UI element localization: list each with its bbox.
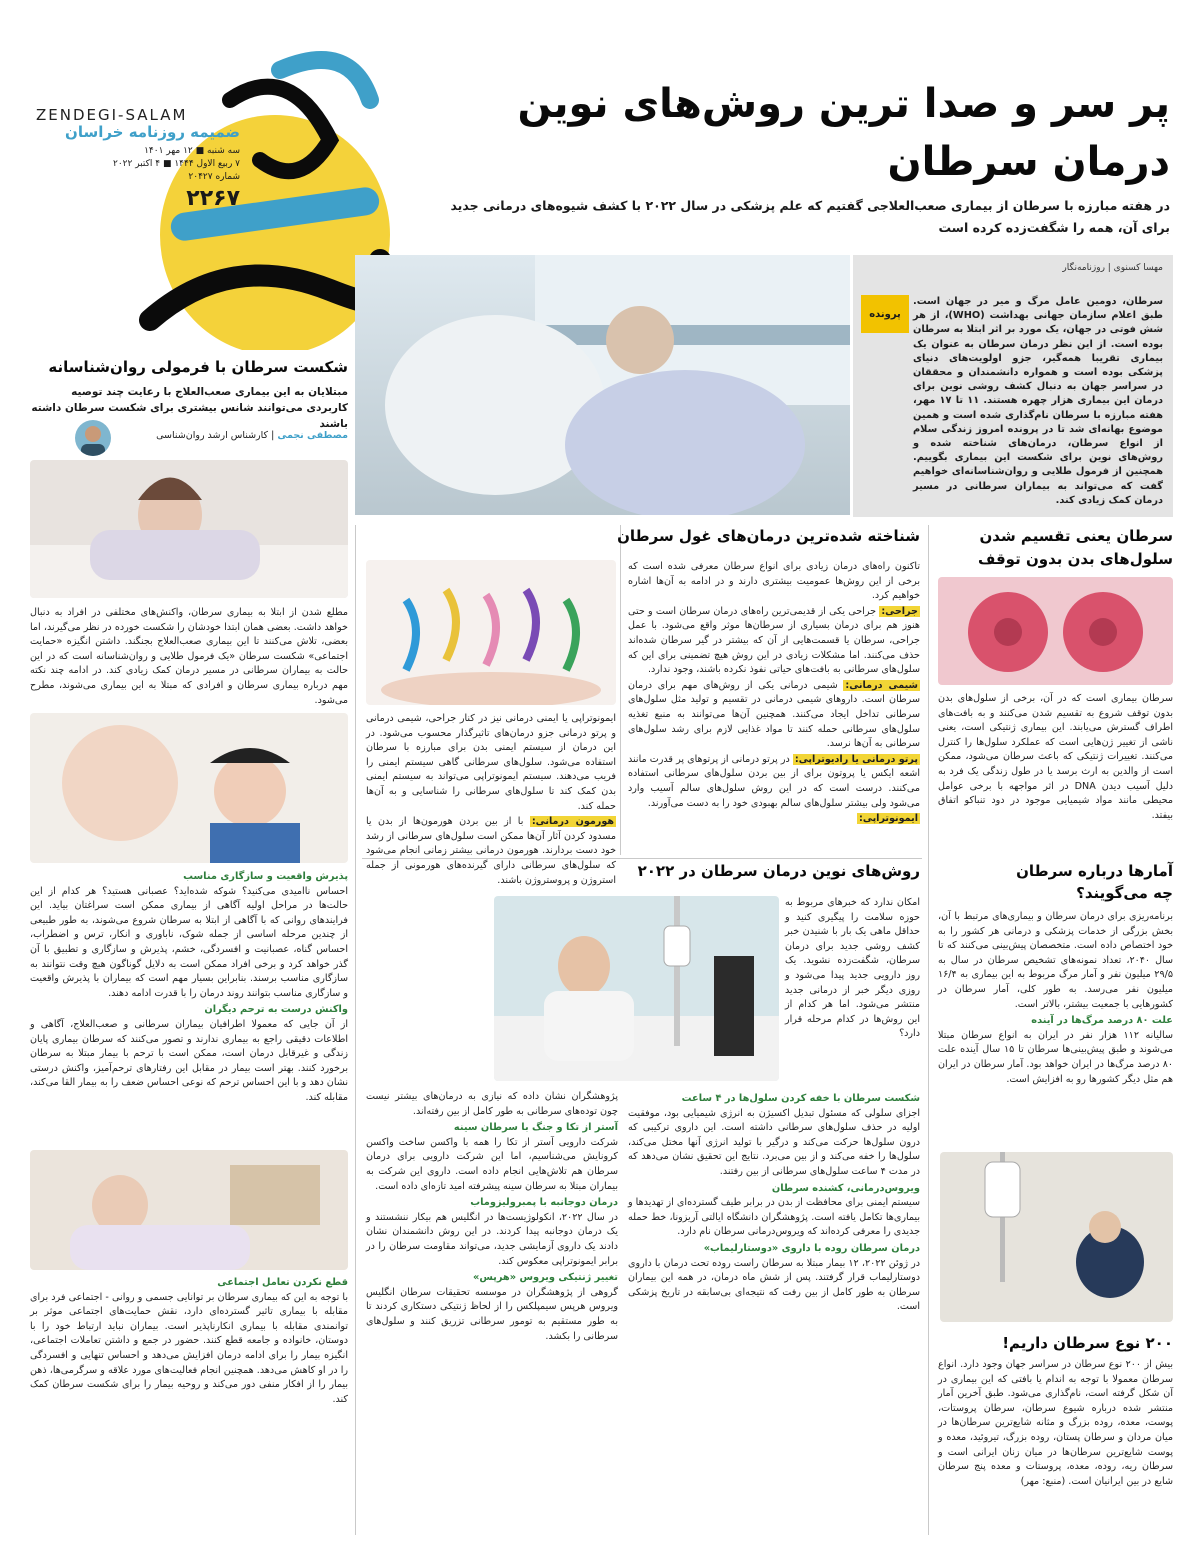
issue-number: ۲۲۶۷ bbox=[186, 186, 240, 211]
brand-latin: ZENDEGI-SALAM bbox=[36, 106, 188, 124]
right-p3: سالیانه ۱۱۲ هزار نفر در ایران به انواع سرطان مبتلا می‌شوند و طبق پیش‌بینی‌ها سرطان تا ۱۵ سال آینده علت ۸۰ درصد مرگ‌ها در ایران خواهد بود. آمار سرطان در ایران هم مثل دیگر کشورها رو به افزایش است. bbox=[938, 1029, 1174, 1085]
photo-chemo-ward bbox=[494, 896, 779, 1081]
new-methods-h5: درمان دوجانبه با پمبرولیزوماب bbox=[470, 1197, 618, 1209]
intro-tag: پرونده bbox=[861, 295, 909, 333]
left-col-h2: واکنش درست به ترحم دیگران bbox=[204, 1004, 348, 1016]
mid-p-chemo: شیمی درمانی یکی از روش‌های مهم برای درمان سرطان است. داروهای شیمی درمانی در تقسیم و تولید مثل سلول‌های سرطانی تداخل ایجاد می‌کنند. همچنین آن‌ها می‌توانند به منبع تغذیه سلول‌های سرطانی حمله کنند تا مواد غذایی لازم برای رشد سلول‌های سرطانی به آن‌ها نرسد. bbox=[628, 679, 920, 750]
mid-term-radio: پرتو درمانی یا رادیوتراپی: bbox=[794, 753, 918, 765]
mid-p-hormone: با از بین بردن هورمون‌ها از بدن یا مسدود کردن آثار آن‌ها ممکن است سلول‌های سرطانی از رشد خود دست بردارند. هورمون درمانی بیشتر زمانی انجام می‌شود که سلول‌های سرطانی دارای گیرنده‌های هورمونی از جمله استروژن و پروستروژن باشند. bbox=[366, 816, 616, 886]
mid-intro: تاکنون راه‌های درمان زیادی برای انواع سرطان معرفی شده است که برخی از این روش‌ها عمومیت بیشتری دارند و در ادامه به آن‌ها اشاره خواهیم کرد. bbox=[628, 561, 920, 602]
left-intro-lead: مبتلایان به این بیماری صعب‌العلاج با رعایت چند توصیه کاربردی می‌توانند شانس بیشتری برای شکست سرطان داشته باشند bbox=[31, 386, 348, 430]
left-col-p3: از آن جایی که معمولا اطرافیان بیماران سرطانی و صعب‌العلاج، آگاهی و اطلاعات دقیقی راجع به بیماری ندارند و تصور می‌کنند که سرطان بیماری پایان زندگی و غیرقابل درمان است، ممکن است با ترحم با بیمار مبتلا به سرطان برخورد کنند. بهتر است بیمار در مقابل این رفتارهای ترحم‌آمیز، واکنش درستی نشان دهد و با این احساس ترحم که نوعی احساس ضعف را به بیمار القا می‌کند، مقابله کند. bbox=[30, 1018, 348, 1103]
headline-lead-2: برای آن، همه را شگفت‌زده کرده است bbox=[938, 220, 1170, 235]
logo-art bbox=[30, 20, 390, 350]
mid-block-surgery bbox=[628, 605, 920, 678]
photo-woman-on-sofa bbox=[30, 1150, 348, 1270]
right-block-2 bbox=[938, 910, 1173, 1088]
hero-photo-patient-window bbox=[355, 255, 850, 515]
new-methods-p1: اجزای سلولی که مسئول تبدیل اکسیژن به انرژی شیمیایی بود، موفقیت اولیه در حذف سلول‌های سرطانی داشته است. این داروی ترکیبی که درون سلول‌ها حرکت می‌کند و درگیر با تولید انرژی آنها مختل می‌کند، سلول‌ها را خفه می‌کند و از بین می‌برد. نتایج این تحقیق نشان می‌دهد که در مدت ۴ ساعت سلول‌های سرطانی از بین رفتند. bbox=[628, 1107, 920, 1177]
photo-iv-drip bbox=[940, 1152, 1173, 1322]
photo-girl-in-bed bbox=[30, 460, 348, 598]
new-methods-p5: شرکت دارویی آستر از تکا را همه با واکسن ساخت واکسن کرونایش می‌شناسیم، اما این شرکت دارویی برای درمان سرطان هم تلاش‌هایی انجام داده است. داروی این شرکت به بیماران مبتلا به سرطان سینه پیشرفته امید تازه‌ای داده است. bbox=[366, 1136, 618, 1192]
headline-line-1: پر سر و صدا ترین روش‌های نوین bbox=[517, 81, 1170, 127]
date-line-1: سه شنبه ■ ۱۲ مهر ۱۴۰۱ bbox=[144, 146, 240, 156]
left-col-p2: احساس ناامیدی می‌کنید؟ شوکه شده‌اید؟ عصبانی هستید؟ هر کدام از این حالت‌ها در مراحل اولیه آگاهی از بیماری ممکن است سراغتان بیاید. این فرایندهای روانی که با آگاهی از ابتلا به سرطان شروع می‌شوند، به طور طبیعی از چندین مرحله اساسی از جمله شوک، ناباوری و انکار، ترس و اضطراب، احساس گناه، عصبانیت و افسردگی، خشم، پذیرش و سازگاری و تطبیق با آن گذر خواهد کرد و برخی افراد ممکن است به دلایل گوناگون هیچ وقت نتوانند به سازگاری مناسب برسند. بنابراین بسیار مهم است که بیماران با پذیرش واقعیت و سازگاری مناسب بتوانند روند درمان را با قدرت ادامه دهند. bbox=[30, 885, 348, 999]
mid-block-radio bbox=[628, 753, 920, 811]
new-methods-left bbox=[366, 1090, 618, 1345]
mid-p-surgery: جراحی یکی از قدیمی‌ترین راه‌های درمان سرطان است و حتی هنوز هم برای درمان بسیاری از سرطان‌ها موثر واقع می‌شود. با عمل جراحی، سرطان یا قسمت‌هایی از آن که بیشتر در گیر سرطان شده‌اند حذف می‌کنند. اما مشکلات زیادی در این روش هیچ تضمینی برای این که سلول‌های سرطانی به بافت‌های حیاتی نفوذ نکرده باشند، وجود ندارد. bbox=[628, 605, 920, 676]
right-p4: بیش از ۲۰۰ نوع سرطان در سراسر جهان وجود دارد. انواع سرطان معمولا با توجه به اندام یا بافتی که این بیماری در آن شکل گرفته است، نام‌گذاری می‌شود. طبق آخرین آمار منتشر شده درباره شیوع سرطان، سرطان پروستات، پوست، معده، روده بزرگ و مثانه شایع‌ترین سرطان‌ها در میان مردان و سرطان پستان، روده بزرگ، تیروئید، معده و پوست شایع‌ترین سرطان‌ها در میان زنان ایرانی است و سرطان ریه، روده، معده، پروستات و معده پنج سرطان شایع در بین ایرانیان است. (منبع: مهر) bbox=[938, 1359, 1173, 1487]
new-methods-h2: ویروس‌درمانی، کشنده سرطان bbox=[771, 1182, 920, 1194]
photo-child-drawing bbox=[30, 713, 348, 863]
new-methods-h1: شکست سرطان با خفه کردن سلول‌ها در ۴ ساعت bbox=[681, 1093, 920, 1104]
new-methods-p7: گروهی از پژوهشگران در موسسه تحقیقات سرطان انگلیس ویروس هرپس سیمپلکس را از لحاظ ژنتیکی دستکاری کردند تا به طور مستقیم به تومور سرطانی تزریق کنند و سلول‌های سرطانی را بکشد. bbox=[366, 1286, 618, 1342]
mid-p-immuno: ایمونوتراپی یا ایمنی درمانی نیز در کنار جراحی، شیمی درمانی و پرتو درمانی جزو درمان‌های تاثیرگذار محسوب می‌شود. در این درمان از سیستم ایمنی بدن برای مبارزه با سرطان استفاده می‌شود. سلول‌های سرطانی گاهی سیستم ایمنی را فریب می‌دهند. سیستم ایمونوتراپی می‌تواند به سیستم ایمنی بدن کمک کند تا سلول‌های سرطانی را شناسایی و به آن‌ها حمله کند. bbox=[366, 713, 616, 812]
author-name: مصطفی نجمی bbox=[277, 430, 348, 441]
new-methods-h3: درمان سرطان روده با داروی «دوستارلیماب» bbox=[703, 1242, 920, 1254]
photo-cancer-cells bbox=[938, 577, 1173, 685]
headline-lead-1: در هفته مبارزه با سرطان از بیماری صعب‌العلاجی گفتیم که علم پزشکی در سال ۲۰۲۲ با کشف شیوه‌های درمانی جدید bbox=[450, 198, 1170, 213]
mid-term-immuno: ایمونوتراپی: bbox=[859, 813, 918, 825]
right-title-2a: آمارها درباره سرطان bbox=[1016, 862, 1173, 880]
mid-term-hormone: هورمون درمانی: bbox=[531, 816, 614, 828]
new-methods-title: روش‌های نوین درمان سرطان در ۲۰۲۲ bbox=[637, 862, 920, 880]
author-line bbox=[120, 430, 348, 441]
mid-col-right bbox=[628, 560, 920, 828]
left-col-h3: قطع نکردن تعامل اجتماعی bbox=[217, 1277, 348, 1288]
author-role: کارشناس ارشد روان‌شناسی bbox=[156, 430, 269, 441]
intro-box bbox=[853, 255, 1173, 517]
left-col-block-2 bbox=[30, 868, 348, 1107]
right-h1: علت ۸۰ درصد مرگ‌ها در آینده bbox=[1031, 1015, 1173, 1027]
photo-awareness-ribbons bbox=[366, 560, 616, 705]
mid-block-chemo bbox=[628, 679, 920, 752]
headline-line-2: درمان سرطان bbox=[887, 139, 1170, 185]
author-avatar bbox=[75, 420, 111, 456]
mid-block-immuno bbox=[628, 812, 920, 827]
column-divider-3 bbox=[928, 525, 929, 1535]
supplement-title: ضمیمه روزنامه خراسان bbox=[65, 123, 240, 141]
left-col-block-3 bbox=[30, 1274, 348, 1408]
mid-term-surgery: جراحی: bbox=[881, 605, 918, 617]
new-methods-h6: تغییر ژنتیکی ویروس «هرپس» bbox=[472, 1272, 618, 1284]
new-methods-p2: سیستم ایمنی برای محافظت از بدن در برابر طیف گسترده‌ای از تهدیدها و بیماری‌ها تکامل یافته است. پژوهشگران دانشگاه ایالتی آریزونا، خط حمله جدیدی را معرفی کرده‌اند که ویروس‌درمانی سرطان نام دارد. bbox=[628, 1197, 920, 1238]
mid-section-divider bbox=[362, 858, 922, 859]
new-methods-right bbox=[628, 1090, 920, 1316]
date-line-3: شماره ۲۰۴۲۷ bbox=[188, 172, 240, 182]
right-title-2b: چه می‌گویند؟ bbox=[1076, 884, 1173, 902]
mid-title: شناخته شده‌ترین درمان‌های غول سرطان bbox=[617, 527, 920, 545]
mid-p-radio: در پرتو درمانی از پرتوهای پر قدرت مانند اشعه ایکس یا پروتون برای از بین بردن سلول‌های سرطانی استفاده می‌کنند. درست است که در این روش سلول‌های سالم آسیب وارد می‌شود ولی بیشتر سلول‌های سالم بهبودی خود را به دست می‌آورند. bbox=[628, 753, 920, 809]
left-intro-title: شکست سرطان با فرمولی روان‌شناسانه bbox=[48, 358, 348, 376]
new-methods-p3: در ژوئن ۲۰۲۲، ۱۲ بیمار مبتلا به سرطان راست روده تحت درمان با داروی دوستارلیماب قرار گرفتند. پس از شش ماه درمان، در همه این بیماران سرطان به طور کامل از بین رفت که نتیجه‌ای بی‌سابقه در تاریخ پزشکی است. bbox=[628, 1257, 920, 1313]
right-title-3: ۲۰۰ نوع سرطان داریم! bbox=[1002, 1334, 1173, 1352]
masthead bbox=[30, 20, 390, 350]
left-col-h1: پذیرش واقعیت و سازگاری مناسب bbox=[183, 871, 348, 882]
left-col-p1: مطلع شدن از ابتلا به بیماری سرطان، واکنش‌های مختلفی در افراد به دنبال خواهد داشت. بعضی همان ابتدا خودشان را شکست خورده در نظر می‌گیرند، اما بعضی، تلاش می‌کنند تا این بیماری صعب‌العلاج بجنگند. داشتن انگیزه «حمایت اجتماعی» شکست سرطان «یک فرمول طلایی و روان‌شناسانه است که در این حالت به بیماران سرطانی در مسیر درمان کمک زیادی کند. در ادامه چند نکته مهم درباره بیماری سرطان و افرادی که مبتلا به این بیماری می‌شوند، مطرح می‌شود. bbox=[30, 607, 348, 706]
new-methods-intro: امکان ندارد که خبرهای مربوط به حوزه سلامت را پیگیری کنید و حداقل ماهی یک بار با شنیدن خبر کشف روشی جدید برای درمان سرطان، شگفت‌زده نشوید. یک روز دارویی جدید پیدا می‌شود و روزی دیگر خبر از درمانی جدید منتشر می‌شود. اما هر کدام از این روش‌ها در کدام مرحله قرار دارد؟ bbox=[785, 897, 920, 1040]
right-p2: برنامه‌ریزی برای درمان سرطان و بیماری‌های مرتبط با آن، بخش بزرگی از خدمات پزشکی و درمانی هر کشور را به خود اختصاص داده است. متخصصان پیش‌بینی می‌کنند که تا سال ۲۰۴۰، تعداد نمونه‌های تشخیص سرطان در سال به ۲۹/۵ میلیون نفر و آمار مرگ مربوط به این بیماری به ۱۶/۴ میلیون نفر می‌رسد. به طور کلی، آمار سرطان در کشورهایی با جمعیت بیشتر، بالاتر است. bbox=[938, 911, 1174, 1010]
intro-text: سرطان، دومین عامل مرگ و میر در جهان است. طبق اعلام سازمان جهانی بهداشت (WHO)، از هر شش فوتی در جهان، یک مورد بر اثر ابتلا به سرطان بوده است. از این نظر درمان سرطان به عنوان یک بیماری تقریبا همه‌گیر، جزو اولویت‌های دنیای پزشکی بوده است و همواره دانشمندان و محققان در سراسر جهان به دنبال کشف روشی نوین برای درمان این بیماری هزار چهره هستند. ۱۱ تا ۱۷ مهر، هفته مبارزه با سرطان نام‌گذاری شده است و همین موضوع بهانه‌ای شد تا در پرونده امروز زندگی سلام از انواع سرطان، درمان‌های شناخته شده و روش‌های نوین برای شکست این بیماری بگوییم. همچنین از فرمول طلایی و روان‌شناسانه‌ای خواهیم گفت که می‌تواند به بیماران سرطانی در مسیر درمان کمک زیادی کند. bbox=[913, 296, 1163, 506]
date-line-2: ۷ ربیع الاول ۱۴۴۴ ■ ۴ اکتبر ۲۰۲۲ bbox=[113, 159, 240, 169]
mid-term-chemo: شیمی درمانی: bbox=[845, 679, 918, 691]
right-title-1b: سلول‌های بدن بدون توقف bbox=[978, 550, 1173, 568]
new-methods-p4: پژوهشگران نشان داده که نیازی به درمان‌های بیشتر نیست چون توده‌های سرطانی به طور کامل از بین رفته‌اند. bbox=[366, 1091, 618, 1117]
author-separator: | bbox=[268, 430, 275, 441]
new-methods-h4: آستر از تکا و جنگ با سرطان سینه bbox=[453, 1122, 618, 1134]
right-p1: سرطان بیماری است که در آن، برخی از سلول‌های بدن بدون توقف شروع به تقسیم شدن می‌کنند و به بافت‌های اطراف گسترش می‌یابند. این بیماری ژنتیکی است، یعنی ناشی از تغییر ژن‌هایی است که عملکرد سلول‌ها را کنترل می‌کنند. تغییرات ژنتیکی که باعث سرطان می‌شود، ممکن است از والدین به ارث برسد یا در طول زندگی یک فرد به دلیل آسیب دیدن DNA در اثر مواجهه با برخی عوامل محیطی مانند مواد شیمیایی موجود در دود تنباکو اتفاق بیفتد. bbox=[938, 693, 1173, 821]
intro-byline: مهسا کسنوی | روزنامه‌نگار bbox=[1062, 263, 1163, 273]
right-title-1a: سرطان یعنی تقسیم شدن bbox=[979, 527, 1173, 545]
column-divider-2 bbox=[620, 525, 621, 855]
left-col-p4: با توجه به این که بیماری سرطان بر توانایی جسمی و روانی - اجتماعی فرد برای مقابله با بیماری تاثیر گسترده‌ای دارد، نقش حمایت‌های اجتماعی موثر بر توانمندی مقابله با بیماری انکارناپذیر است. بیماران نباید ارتباط خود را با دوستان، خانواده و جامعه قطع کنند. حضور در جمع و داشتن تعاملات اجتماعی، انگیزه بیمار را برای ادامه درمان افزایش می‌دهد و احساس تنهایی و افسردگی را در او کاهش می‌دهد. همچنین انجام فعالیت‌های مورد علاقه و سرگرمی‌ها، ذهن بیمار را از افکار منفی دور می‌کند و روحیه بیمار را برای شکست سرطان کمک کند. bbox=[30, 1291, 348, 1405]
new-methods-p6: در سال ۲۰۲۲، انکولوژیست‌ها در انگلیس هم بیکار ننشستند و یک درمان دوجانبه پیدا کردند. در این روش دانشمندان نشان دادند یک داروی آزمایشی جدید، می‌تواند مقاومت سرطان را در برابر ایمونوتراپی معکوس کند. bbox=[366, 1211, 619, 1267]
column-divider-1 bbox=[355, 525, 356, 1535]
